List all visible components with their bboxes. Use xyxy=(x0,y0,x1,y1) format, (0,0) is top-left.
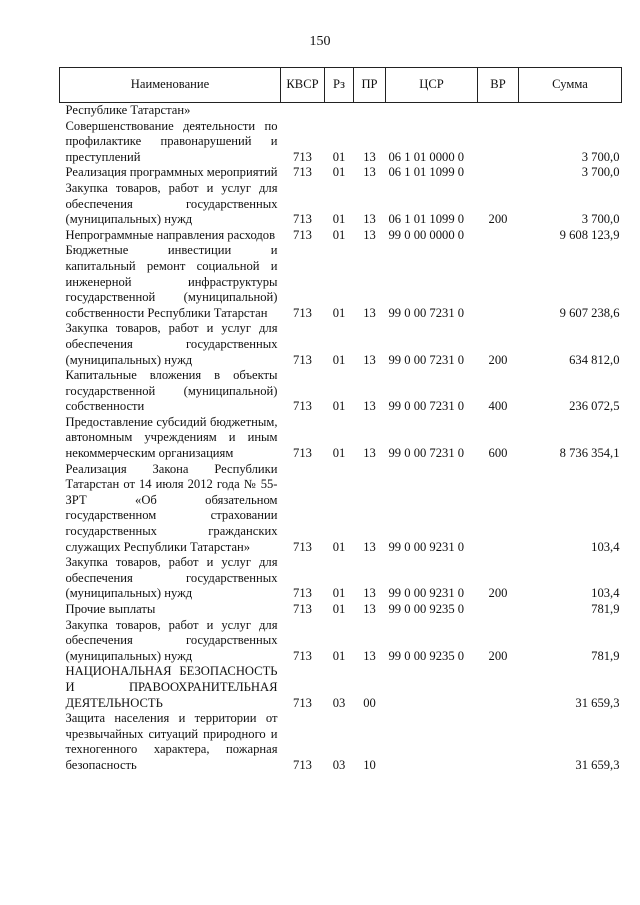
cell-kvsr: 713 xyxy=(293,539,312,554)
cell-sum: 103,4 xyxy=(591,586,620,601)
cell-pr: 13 xyxy=(363,227,376,242)
cell-kvsr: 713 xyxy=(293,227,312,242)
cell-vr xyxy=(478,228,519,244)
cell-csr xyxy=(386,711,478,773)
table-row xyxy=(60,664,622,711)
page-number: 150 xyxy=(309,34,331,49)
cell-kvsr: 713 xyxy=(293,602,312,616)
cell-sum: 634 812,0 xyxy=(569,352,620,367)
cell-vr: 200 xyxy=(488,648,508,663)
cell-name: Непрограммные направления расходов xyxy=(65,227,276,242)
header-pr: ПР xyxy=(354,68,386,103)
header-sum: Сумма xyxy=(519,68,622,103)
cell-rz: 01 xyxy=(332,399,346,414)
cell-pr: 13 xyxy=(363,648,376,663)
table-row xyxy=(60,711,622,773)
cell-rz: 01 xyxy=(332,539,346,554)
cell-pr xyxy=(354,103,386,119)
cell-rz: 01 xyxy=(332,149,346,164)
cell-vr: 200 xyxy=(488,352,508,367)
cell-vr: 400 xyxy=(488,399,508,414)
cell-pr: 13 xyxy=(363,212,376,227)
cell-pr: 13 xyxy=(363,149,376,164)
cell-sum: 3 700,0 xyxy=(581,149,620,164)
cell-csr: 99 0 00 9231 0 xyxy=(388,586,465,601)
cell-csr: 99 0 00 9235 0 xyxy=(388,602,465,616)
cell-sum: 236 072,5 xyxy=(569,399,620,414)
cell-name: Предоставление субсидий бюджетным, автономным учреждениям и иным некоммерческим организациям xyxy=(65,414,278,461)
table-row xyxy=(60,119,622,166)
cell-sum: 9 607 238,6 xyxy=(559,305,620,320)
cell-csr xyxy=(386,103,478,119)
cell-sum: 31 659,3 xyxy=(575,695,620,710)
cell-sum: 781,9 xyxy=(591,602,620,616)
cell-kvsr: 713 xyxy=(293,399,312,414)
cell-name: Бюджетные инвестиции и капитальный ремонт социальной и инженерной инфраструктуры государственной (муниципальной) собственности Республики Татарстан xyxy=(65,243,278,320)
cell-vr xyxy=(478,602,519,618)
cell-vr xyxy=(478,103,519,119)
cell-rz: 03 xyxy=(332,757,346,772)
cell-rz: 01 xyxy=(332,227,346,242)
cell-rz: 01 xyxy=(332,352,346,367)
cell-csr: 99 0 00 7231 0 xyxy=(388,399,465,414)
cell-csr xyxy=(386,664,478,711)
cell-csr: 99 0 00 7231 0 xyxy=(388,446,465,461)
cell-sum: 3 700,0 xyxy=(581,212,620,227)
cell-kvsr: 713 xyxy=(293,149,312,164)
cell-vr: 600 xyxy=(488,446,508,461)
cell-vr xyxy=(478,119,519,166)
cell-kvsr: 713 xyxy=(293,212,312,227)
cell-name: НАЦИОНАЛЬНАЯ БЕЗОПАСНОСТЬ И ПРАВООХРАНИТЕЛЬНАЯ ДЕЯТЕЛЬНОСТЬ xyxy=(65,664,278,710)
cell-kvsr xyxy=(281,103,325,119)
cell-rz: 01 xyxy=(332,602,346,616)
table-row xyxy=(60,165,622,181)
cell-pr: 13 xyxy=(363,539,376,554)
cell-sum: 8 736 354,1 xyxy=(559,446,620,461)
header-kvsr: КВСР xyxy=(281,68,325,103)
table-row xyxy=(60,243,622,321)
cell-vr xyxy=(478,664,519,711)
cell-pr: 10 xyxy=(363,757,376,772)
cell-name: Капитальные вложения в объекты государственной (муниципальной) собственности xyxy=(65,368,278,414)
cell-sum: 103,4 xyxy=(591,539,620,554)
cell-pr: 00 xyxy=(363,695,376,710)
cell-sum: 31 659,3 xyxy=(575,757,620,772)
cell-name: Республике Татарстан» xyxy=(65,103,191,117)
cell-pr: 13 xyxy=(363,352,376,367)
cell-rz: 01 xyxy=(332,212,346,227)
cell-sum: 781,9 xyxy=(591,648,620,663)
cell-vr xyxy=(478,243,519,321)
cell-rz xyxy=(325,103,354,119)
cell-name: Прочие выплаты xyxy=(65,602,156,616)
cell-name: Реализация Закона Республики Татарстан от 14 июля 2012 года № 55-ЗРТ «Об обязательном государственном страховании государственных гражданских служащих Республики Татарстан» xyxy=(65,461,278,554)
cell-rz: 01 xyxy=(332,648,346,663)
header-name: Наименование xyxy=(60,68,281,103)
table-header-row xyxy=(60,68,622,103)
table-row xyxy=(60,103,622,119)
cell-vr xyxy=(478,711,519,773)
cell-pr: 13 xyxy=(363,586,376,601)
cell-name: Реализация программных мероприятий xyxy=(65,165,278,180)
cell-kvsr: 713 xyxy=(293,757,312,772)
cell-name: Закупка товаров, работ и услуг для обеспечения государственных (муниципальных) нужд xyxy=(65,555,278,601)
cell-kvsr: 713 xyxy=(293,648,312,663)
cell-csr: 06 1 01 1099 0 xyxy=(388,212,465,227)
cell-pr: 13 xyxy=(363,399,376,414)
cell-kvsr: 713 xyxy=(293,165,312,180)
header-vr: ВР xyxy=(478,68,519,103)
cell-csr: 99 0 00 9235 0 xyxy=(388,648,465,663)
cell-pr: 13 xyxy=(363,602,376,616)
cell-kvsr: 713 xyxy=(293,446,312,461)
cell-vr xyxy=(478,165,519,181)
cell-pr: 13 xyxy=(363,446,376,461)
table-row xyxy=(60,602,622,618)
cell-sum: 3 700,0 xyxy=(581,165,620,180)
cell-rz: 03 xyxy=(332,695,346,710)
header-rz: Рз xyxy=(325,68,354,103)
table-row xyxy=(60,462,622,556)
cell-name: Совершенствование деятельности по профилактике правонарушений и преступлений xyxy=(65,118,278,164)
cell-kvsr: 713 xyxy=(293,352,312,367)
cell-name: Защита населения и территории от чрезвычайных ситуаций природного и техногенного характера, пожарная безопасность xyxy=(65,711,278,772)
table-row xyxy=(60,321,622,368)
cell-rz: 01 xyxy=(332,446,346,461)
cell-pr: 13 xyxy=(363,165,376,180)
cell-csr: 99 0 00 9231 0 xyxy=(388,539,465,554)
cell-rz: 01 xyxy=(332,586,346,601)
cell-sum: 9 608 123,9 xyxy=(559,227,620,242)
cell-kvsr: 713 xyxy=(293,586,312,601)
cell-rz: 01 xyxy=(332,305,346,320)
cell-vr: 200 xyxy=(488,212,508,227)
table-row xyxy=(60,368,622,415)
table-row xyxy=(60,228,622,244)
cell-sum xyxy=(519,103,622,119)
table-row xyxy=(60,415,622,462)
cell-kvsr: 713 xyxy=(293,305,312,320)
table-row xyxy=(60,555,622,602)
cell-rz: 01 xyxy=(332,165,346,180)
cell-vr xyxy=(478,462,519,556)
cell-name: Закупка товаров, работ и услуг для обеспечения государственных (муниципальных) нужд xyxy=(65,180,278,227)
cell-pr: 13 xyxy=(363,305,376,320)
cell-csr: 06 1 01 0000 0 xyxy=(388,149,465,164)
cell-name: Закупка товаров, работ и услуг для обеспечения государственных (муниципальных) нужд xyxy=(65,321,278,367)
cell-kvsr: 713 xyxy=(293,695,312,710)
cell-csr: 99 0 00 7231 0 xyxy=(388,305,465,320)
table-row xyxy=(60,618,622,665)
table-row xyxy=(60,181,622,228)
cell-csr: 99 0 00 0000 0 xyxy=(388,227,465,242)
cell-name: Закупка товаров, работ и услуг для обеспечения государственных (муниципальных) нужд xyxy=(65,617,278,663)
cell-csr: 06 1 01 1099 0 xyxy=(388,165,465,180)
cell-vr: 200 xyxy=(488,586,508,601)
cell-csr: 99 0 00 7231 0 xyxy=(388,352,465,367)
header-csr: ЦСР xyxy=(386,68,478,103)
budget-table xyxy=(59,67,622,774)
